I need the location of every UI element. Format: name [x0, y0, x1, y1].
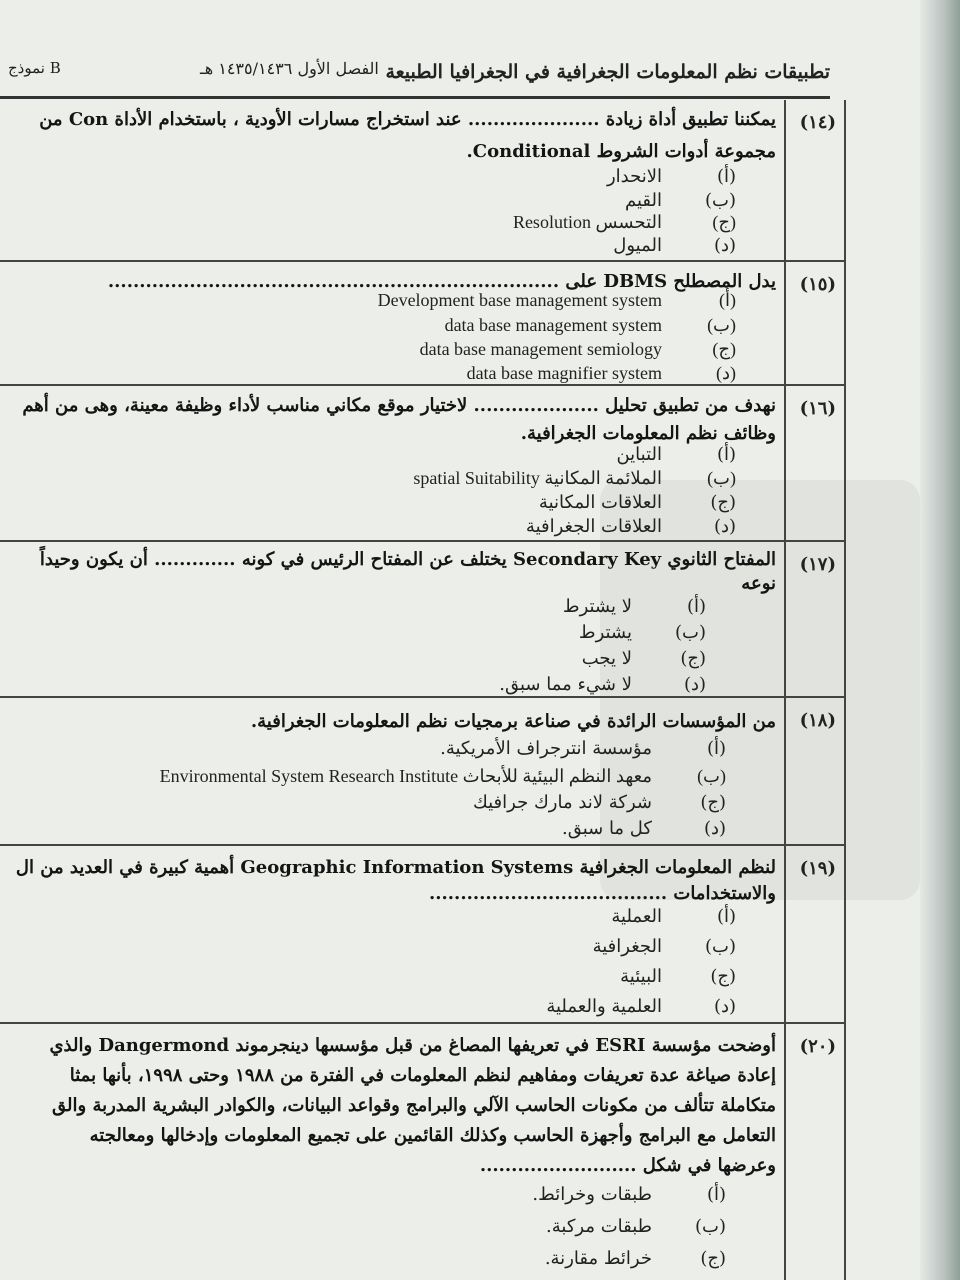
option-text: Development base management system — [377, 290, 662, 310]
question-stem-line: يدل المصطلح DBMS على ........................................................................ — [107, 271, 776, 292]
option-b[interactable] — [160, 766, 726, 787]
option-text: العملية — [611, 906, 662, 927]
question-stem-line: من المؤسسات الرائدة في صناعة برمجيات نظم المعلومات الجغرافية. — [250, 711, 776, 732]
question-number-cell — [784, 100, 846, 260]
option-b[interactable] — [546, 1216, 726, 1237]
question-19 — [0, 846, 846, 1024]
option-a[interactable] — [607, 166, 736, 187]
option-text: طبقات وخرائط. — [532, 1184, 652, 1205]
question-stem-line: والاستخدامات ...................................... — [428, 883, 776, 904]
option-letter: (ب) — [675, 622, 706, 643]
option-d[interactable] — [499, 674, 706, 695]
option-letter: (ج) — [710, 966, 736, 987]
question-stem-line: التعامل مع البرامج وأجهزة الحاسب وكذلك القائمين على تجميع المعلومات وإدخالها ومعالجته — [89, 1125, 776, 1146]
question-stem-line: يمكننا تطبيق أداة زيادة ..................... عند استخراج مسارات الأودية ، باستخدام الأداة Con من — [39, 109, 776, 130]
page-edge — [920, 0, 960, 1280]
question-14 — [0, 100, 846, 262]
question-stem-line: وعرضها في شكل ......................... — [479, 1155, 776, 1176]
option-d[interactable] — [613, 235, 736, 256]
question-stem-line: متكاملة تتألف من مكونات الحاسب الآلي والبرامج وقواعد البيانات، والكوادر البشرية المدربة والق — [52, 1095, 776, 1116]
page-header — [0, 55, 830, 91]
option-text: مؤسسة انترجراف الأمريكية. — [440, 738, 652, 759]
option-c[interactable] — [582, 648, 706, 669]
option-c[interactable] — [473, 792, 726, 813]
question-number: (١٩) — [799, 858, 836, 879]
option-text: خرائط مقارنة. — [544, 1248, 652, 1269]
option-a[interactable] — [532, 1184, 726, 1205]
question-15 — [0, 262, 846, 386]
option-letter: (ب) — [707, 315, 736, 335]
option-a[interactable] — [378, 290, 736, 311]
header-term: الفصل الأول ١٤٣٥/١٤٣٦ هـ — [200, 59, 379, 78]
question-number-cell — [784, 386, 846, 540]
question-stem-line: وظائف نظم المعلومات الجغرافية. — [520, 423, 776, 444]
option-letter: (ب) — [707, 468, 736, 488]
option-text: طبقات مركبة. — [546, 1216, 652, 1237]
question-number-cell — [784, 262, 846, 384]
question-stem-line: نهدف من تطبيق تحليل .................... لاختيار موقع مكاني مناسب لأداء وظيفة معينة، وهى من أهم — [22, 395, 776, 416]
option-text: data base management semiology — [419, 339, 662, 359]
option-letter: (ج) — [710, 492, 736, 513]
option-text: لا يشترط — [562, 596, 632, 617]
question-number: (٢٠) — [799, 1036, 836, 1057]
header-divider — [0, 96, 830, 99]
question-stem-line: إعادة صياغة عدة تعريفات ومفاهيم لنظم المعلومات في الفترة من ١٩٨٨ وحتى ١٩٩٨، بأنها بمثا — [69, 1065, 776, 1086]
question-number: (١٨) — [799, 710, 836, 731]
option-letter: (أ) — [716, 444, 736, 465]
question-stem-line: لنظم المعلومات الجغرافية Geographic Information Systems أهمية كبيرة في العديد من ال — [15, 857, 776, 878]
option-text: شركة لاند مارك جرافيك — [472, 792, 652, 813]
question-number: (١٧) — [799, 554, 836, 575]
option-text: معهد النظم البيئية للأبحاث Environmental System Research Institute — [159, 766, 652, 786]
option-letter: (د) — [713, 516, 736, 537]
option-a[interactable] — [563, 596, 706, 617]
option-text: العلاقات الجغرافية — [525, 516, 662, 537]
option-b[interactable] — [579, 622, 706, 643]
option-letter: (د) — [683, 674, 706, 695]
question-number-cell — [784, 1024, 846, 1280]
option-text: data base management system — [444, 315, 662, 335]
option-letter: (ج) — [680, 648, 706, 669]
option-a[interactable] — [616, 444, 736, 465]
option-letter: (د) — [713, 996, 736, 1017]
question-stem-line: المفتاح الثانوي Secondary Key يختلف عن المفتاح الرئيس في كونه ............. أن يكون وحيداً — [39, 549, 776, 570]
option-c[interactable] — [513, 212, 736, 233]
option-b[interactable] — [625, 190, 736, 211]
option-c[interactable] — [620, 966, 736, 987]
question-16 — [0, 386, 846, 542]
option-d[interactable] — [526, 516, 736, 537]
option-letter: (ب) — [695, 1216, 726, 1237]
option-text: الانحدار — [606, 166, 662, 187]
option-text: الملائمة المكانية spatial Suitability — [413, 468, 662, 488]
option-text: التباين — [616, 444, 662, 465]
option-letter: (ب) — [697, 766, 726, 786]
question-number-cell — [784, 698, 846, 844]
option-text: لا يجب — [581, 648, 632, 669]
option-letter: (ج) — [712, 339, 736, 359]
option-text: العلاقات المكانية — [538, 492, 662, 513]
question-18 — [0, 698, 846, 846]
question-17 — [0, 542, 846, 698]
option-b[interactable] — [593, 936, 736, 957]
option-c[interactable] — [539, 492, 736, 513]
question-stem-line: مجموعة أدوات الشروط Conditional. — [466, 141, 776, 162]
question-number-cell — [784, 542, 846, 696]
option-text: data base magnifier system — [466, 363, 662, 383]
option-letter: (د) — [715, 363, 736, 383]
option-b[interactable] — [445, 315, 736, 336]
option-text: التحسس Resolution — [512, 212, 662, 232]
option-d[interactable] — [546, 996, 736, 1017]
option-letter: (ج) — [712, 212, 736, 232]
option-text: البيئية — [620, 966, 662, 987]
option-letter: (د) — [703, 818, 726, 839]
option-letter: (أ) — [719, 290, 736, 310]
option-d[interactable] — [467, 363, 736, 384]
option-letter: (ج) — [700, 1248, 726, 1269]
option-a[interactable] — [440, 738, 726, 759]
option-letter: (ج) — [700, 792, 726, 813]
option-d[interactable] — [562, 818, 726, 839]
option-c[interactable] — [545, 1248, 726, 1269]
question-number-cell — [784, 846, 846, 1022]
question-number: (١٦) — [799, 398, 836, 419]
option-text: يشترط — [578, 622, 632, 643]
option-c[interactable] — [420, 339, 736, 360]
question-number: (١٥) — [799, 274, 836, 295]
option-text: لا شيء مما سبق. — [499, 674, 632, 695]
option-text: كل ما سبق. — [561, 818, 652, 839]
option-a[interactable] — [611, 906, 736, 927]
option-letter: (أ) — [706, 738, 726, 759]
option-letter: (أ) — [706, 1184, 726, 1205]
header-title: تطبيقات نظم المعلومات الجغرافية في الجغرافيا الطبيعة — [385, 61, 830, 83]
option-letter: (د) — [713, 235, 736, 256]
option-b[interactable] — [413, 468, 736, 489]
option-letter: (أ) — [716, 166, 736, 187]
option-text: الميول — [613, 235, 662, 256]
option-letter: (أ) — [716, 906, 736, 927]
option-letter: (ب) — [705, 190, 736, 211]
option-letter: (أ) — [686, 596, 706, 617]
question-stem-line: أوضحت مؤسسة ESRI في تعريفها المصاغ من قبل مؤسسها دينجرموند Dangermond والذي — [49, 1035, 776, 1056]
header-model: نموذج B — [8, 59, 61, 77]
question-stem-line: نوعه — [741, 573, 776, 594]
option-letter: (ب) — [705, 936, 736, 957]
option-text: العلمية والعملية — [546, 996, 662, 1017]
option-text: الجغرافية — [592, 936, 662, 957]
option-text: القيم — [624, 190, 662, 211]
question-20 — [0, 1024, 846, 1280]
question-number: (١٤) — [799, 112, 836, 133]
